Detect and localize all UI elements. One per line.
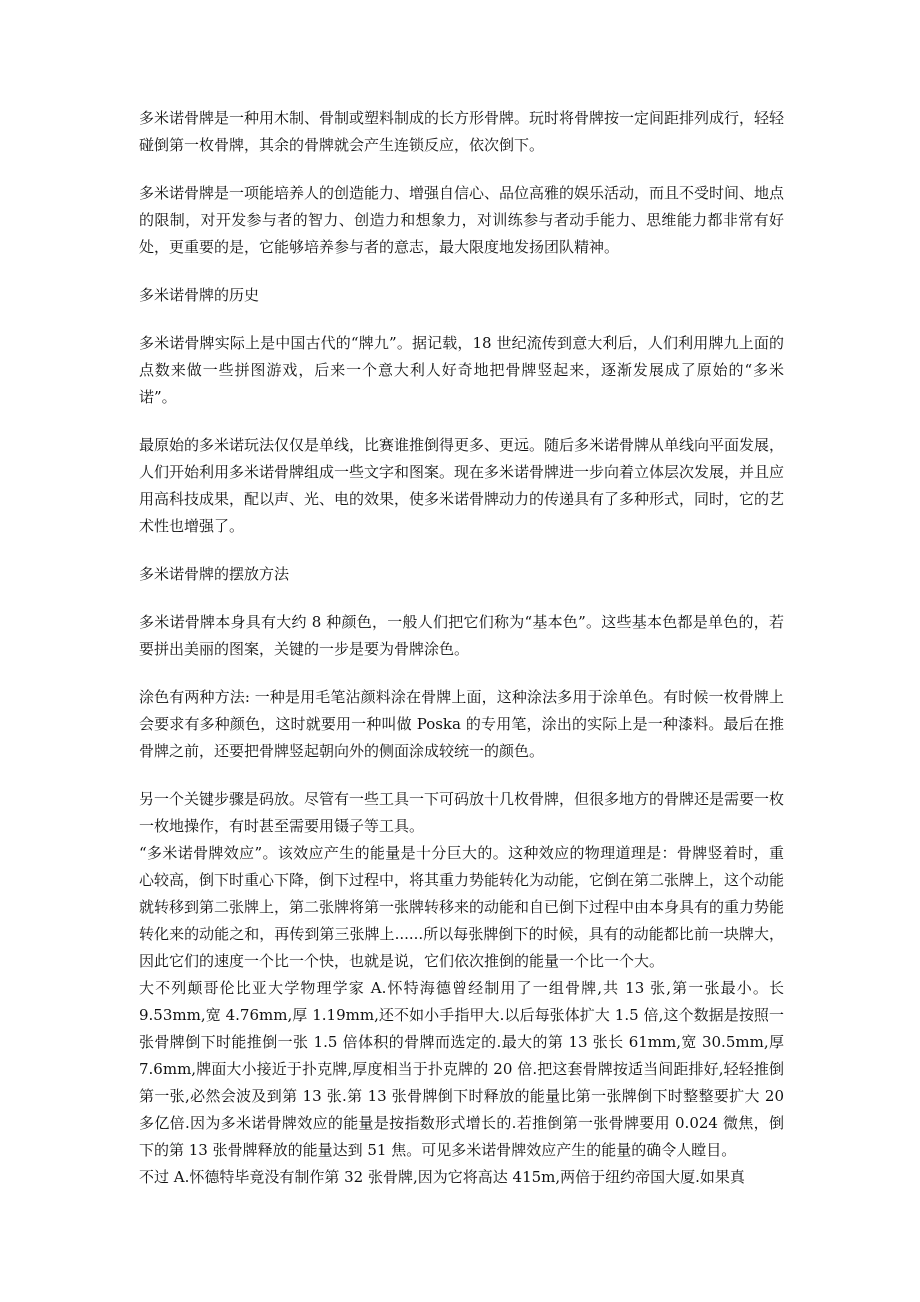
paragraph-benefits: 多米诺骨牌是一项能培养人的创造能力、增强自信心、品位高雅的娱乐活动，而且不受时间、地点的限制，对开发参与者的智力、创造力和想象力，对训练参与者动手能力、思维能力都非常有好处，更重要的是，它能够培养参与者的意志，最大限度地发扬团队精神。 [139, 184, 785, 256]
section-heading-history: 多米诺骨牌的历史 [139, 286, 260, 304]
paragraph-history-development: 最原始的多米诺玩法仅仅是单线，比赛谁推倒得更多、更远。随后多米诺骨牌从单线向平面发展，人们开始利用多米诺骨牌组成一些文字和图案。现在多米诺骨牌进一步向着立体层次发展，并且应用高科技成果，配以声、光、电的效果，使多米诺骨牌动力的传递具有了多种形式，同时，它的艺术性也增强了。 [139, 436, 785, 535]
paragraph-history-origin: 多米诺骨牌实际上是中国古代的“牌九”。据记载，18 世纪流传到意大利后，人们利用牌九上面的点数来做一些拼图游戏，后来一个意大利人好奇地把骨牌竖起来，逐渐发展成了原始的“多米诺”。 [139, 334, 784, 406]
section-heading-placement: 多米诺骨牌的摆放方法 [139, 565, 290, 583]
paragraph-domino-effect: “多米诺骨牌效应”。该效应产生的能量是十分巨大的。这种效应的物理道理是：骨牌竖着时，重心较高，倒下时重心下降，倒下过程中，将其重力势能转化为动能，它倒在第二张牌上，这个动能就转移到第二张牌上，第二张牌将第一张牌转移来的动能和自已倒下过程中由本身具有的重力势能转化来的动能之和，再传到第三张牌上......所以每张牌倒下的时候，具有的动能都比前一块牌大，因此它们的速度一个比一个快，也就是说，它们依次推倒的能量一个比一个大。 [139, 844, 785, 970]
paragraph-coloring-methods: 涂色有两种方法: 一种是用毛笔沾颜料涂在骨牌上面，这种涂法多用于涂单色。有时候一枚骨牌上会要求有多种颜色，这时就要用一种叫做 Poska 的专用笔，涂出的实际上是一种漆料。最后在推骨牌之前，还要把骨牌竖起朝向外的侧面涂成较统一的颜色。 [139, 688, 784, 760]
paragraph-stacking: 另一个关键步骤是码放。尽管有一些工具一下可码放十几枚骨牌，但很多地方的骨牌还是需要一枚一枚地操作，有时甚至需要用镊子等工具。 [139, 790, 785, 835]
paragraph-whitehead-experiment: 大不列颠哥伦比亚大学物理学家 A.怀特海德曾经制用了一组骨牌,共 13 张,第一张最小。长 9.53mm,宽 4.76mm,厚 1.19mm,还不如小手指甲大.以后每张体扩大 1.5 倍,这个数据是按照一张骨牌倒下时能推倒一张 1.5 倍体积的骨牌而选定的.最大的第 13 张长 61mm,宽 30.5mm,厚 7.6mm,牌面大小接近于扑克牌,厚度相当于扑克牌的 20 倍.把这套骨牌按适当间距排好,轻轻推倒第一张,必然会波及到第 13 张.第 13 张骨牌倒下时释放的能量比第一张牌倒下时整整要扩大 20 多亿倍.因为多米诺骨牌效应的能量是按指数形式增长的.若推倒第一张骨牌要用 0.024 微焦，倒下的第 13 张骨牌释放的能量达到 51 焦。可见多米诺骨牌效应产生的能量的确令人瞠目。 [139, 979, 784, 1159]
paragraph-32nd-domino: 不过 A.怀德特毕竟没有制作第 32 张骨牌,因为它将高达 415m,两倍于纽约帝国大厦.如果真 [139, 1168, 745, 1186]
paragraph-colors: 多米诺骨牌本身具有大约 8 种颜色，一般人们把它们称为“基本色”。这些基本色都是单色的，若要拼出美丽的图案，关键的一步是要为骨牌涂色。 [139, 613, 784, 658]
document-page [139, 105, 784, 1191]
paragraph-intro: 多米诺骨牌是一种用木制、骨制或塑料制成的长方形骨牌。玩时将骨牌按一定间距排列成行，轻轻碰倒第一枚骨牌，其余的骨牌就会产生连锁反应，依次倒下。 [139, 109, 785, 154]
